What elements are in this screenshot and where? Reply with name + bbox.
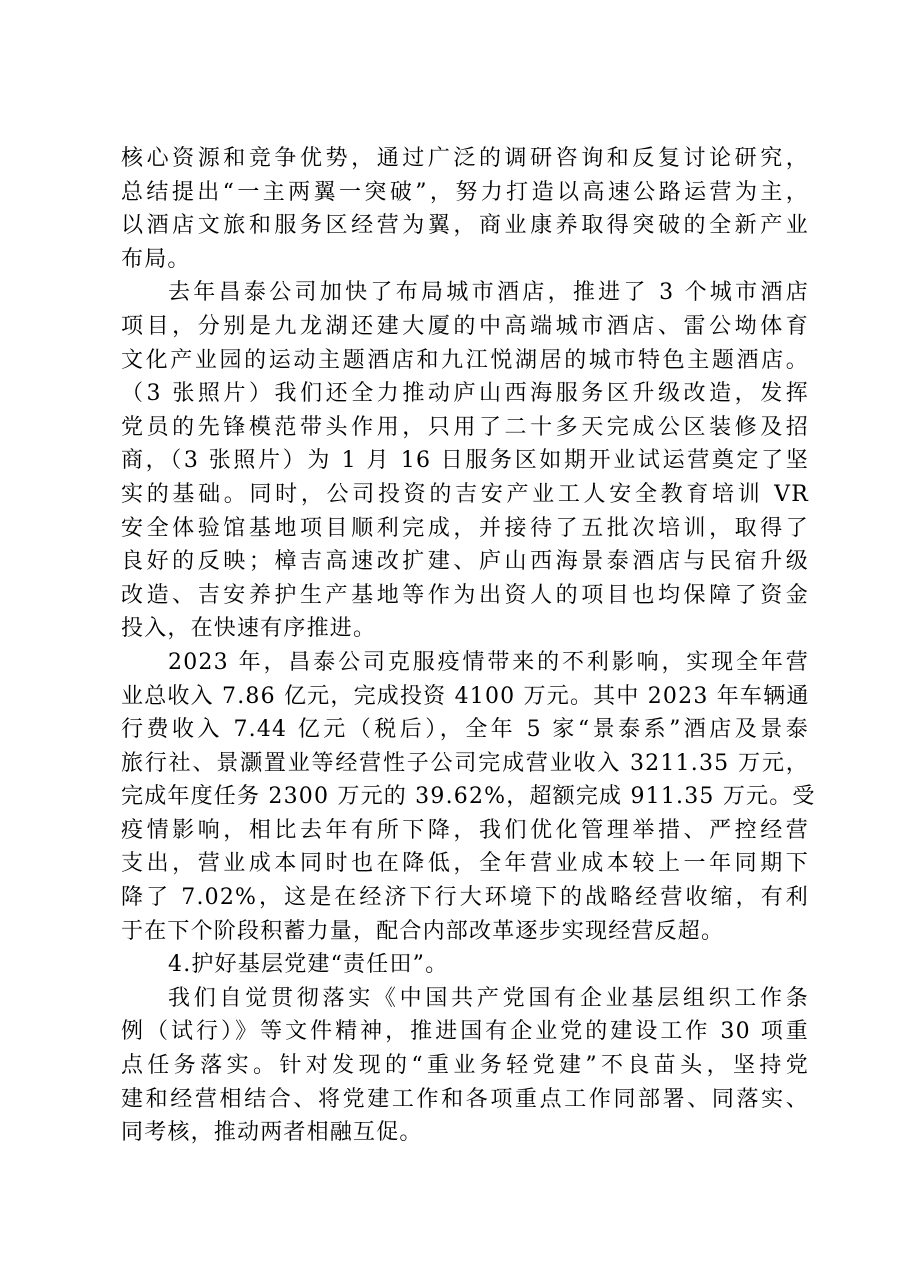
text-line: 业总收入 7.86 亿元，完成投资 4100 万元。其中 2023 年车辆通 bbox=[121, 683, 810, 709]
text-line: 降了 7.02%，这是在经济下行大环境下的战略经营收缩，有利 bbox=[121, 885, 809, 911]
text-line: 实的基础。同时，公司投资的吉安产业工人安全教育培训 VR bbox=[121, 481, 809, 507]
text-line: 改造、吉安养护生产基地等作为出资人的项目也均保障了资金 bbox=[121, 582, 809, 608]
text-line: 良好的反映；樟吉高速改扩建、庐山西海景泰酒店与民宿升级 bbox=[121, 549, 809, 575]
text-line: 例（试行）》等文件精神，推进国有企业党的建设工作 30 项重 bbox=[121, 1019, 809, 1045]
text-line: 项目，分别是九龙湖还建大厦的中高端城市酒店、雷公坳体育 bbox=[121, 313, 809, 339]
text-line: 疫情影响，相比去年有所下降，我们优化管理举措、严控经营 bbox=[121, 817, 809, 843]
text-line: 总结提出“一主两翼一突破”，努力打造以高速公路运营为主， bbox=[121, 179, 809, 205]
text-line: 布局。 bbox=[121, 246, 191, 272]
text-line: 2023 年，昌泰公司克服疫情带来的不利影响，实现全年营 bbox=[168, 649, 809, 675]
text-line: 点任务落实。针对发现的“重业务轻党建”不良苗头，坚持党 bbox=[121, 1053, 809, 1079]
text-line: 支出，营业成本同时也在降低，全年营业成本较上一年同期下 bbox=[121, 851, 809, 877]
text-line: 安全体验馆基地项目顺利完成，并接待了五批次培训，取得了 bbox=[121, 515, 809, 541]
text-line: 去年昌泰公司加快了布局城市酒店，推进了 3 个城市酒店 bbox=[168, 280, 809, 306]
text-line: 核心资源和竞争优势，通过广泛的调研咨询和反复讨论研究， bbox=[121, 146, 809, 171]
text-line: 以酒店文旅和服务区经营为翼，商业康养取得突破的全新产业 bbox=[121, 213, 809, 239]
text-line: 文化产业园的运动主题酒店和九江悦湖居的城市特色主题酒店。 bbox=[121, 347, 809, 373]
text-line: 4.护好基层党建“责任田”。 bbox=[168, 952, 449, 978]
text-line: 投入，在快速有序推进。 bbox=[121, 616, 377, 642]
text-line: 同考核，推动两者相融互促。 bbox=[121, 1120, 423, 1146]
text-line: 完成年度任务 2300 万元的 39.62%，超额完成 911.35 万元。受 bbox=[121, 784, 816, 810]
text-line: （3 张照片）我们还全力推动庐山西海服务区升级改造，发挥 bbox=[121, 381, 809, 407]
text-line: 商，（3 张照片）为 1 月 16 日服务区如期开业试运营奠定了坚 bbox=[121, 448, 809, 474]
text-line: 我们自觉贯彻落实《中国共产党国有企业基层组织工作条 bbox=[168, 985, 809, 1011]
text-line: 于在下个阶段积蓄力量，配合内部改革逐步实现经营反超。 bbox=[121, 918, 725, 944]
text-line: 旅行社、景灏置业等经营性子公司完成营业收入 3211.35 万元， bbox=[121, 750, 809, 776]
text-line: 党员的先锋模范带头作用，只用了二十多天完成公区装修及招 bbox=[121, 414, 809, 440]
document-body bbox=[121, 142, 816, 1150]
text-line: 建和经营相结合、将党建工作和各项重点工作同部署、同落实、 bbox=[121, 1086, 809, 1112]
text-line: 行费收入 7.44 亿元（税后），全年 5 家“景泰系”酒店及景泰 bbox=[121, 717, 809, 743]
